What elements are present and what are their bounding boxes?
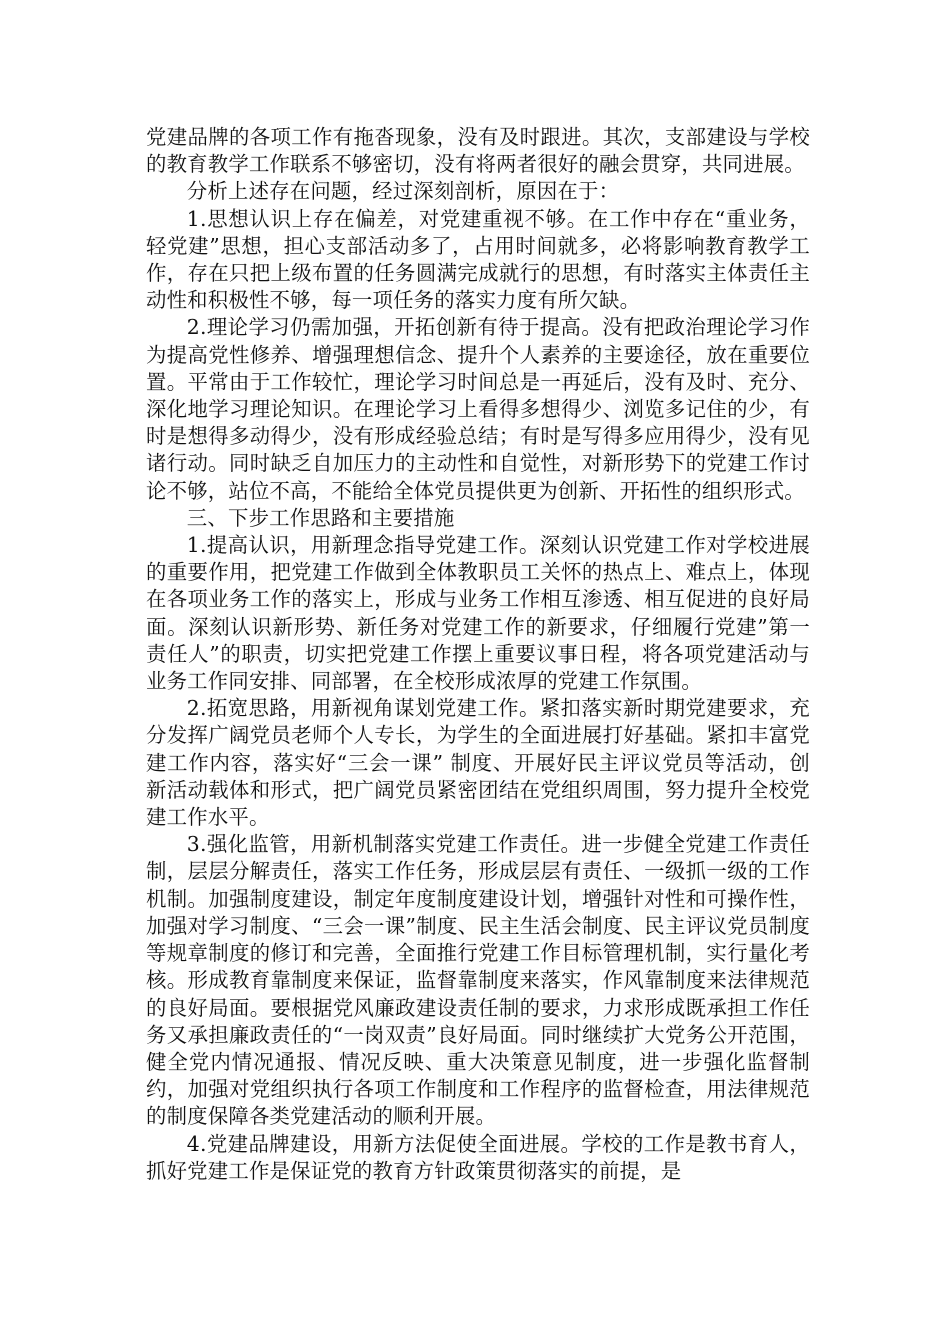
paragraph-measure-2: 2.拓宽思路，用新视角谋划党建工作。紧扣落实新时期党建要求，充分发挥广阔党员老师个人专长，为学生的全面进展打好基础。紧扣丰富党建工作内容，落实好“三会一课” 制度、开展好民主评议党员等活动，创新活动载体和形式，把广阔党员紧密团结在党组织周围，努力提升全校党建工作水平。 — [146, 696, 810, 830]
section-heading-next-steps: 三、下步工作思路和主要措施 — [186, 505, 455, 530]
paragraph-measure-4: 4.党建品牌建设，用新方法促使全面进展。学校的工作是教书育人，抓好党建工作是保证党的教育方针政策贯彻落实的前提，是 — [146, 1131, 810, 1183]
document-body — [146, 124, 810, 1185]
paragraph-cause-1: 1.思想认识上存在偏差，对党建重视不够。在工作中存在“重业务，轻党建”思想，担心支部活动多了，占用时间就多，必将影响教育教学工作，存在只把上级布置的任务圆满完成就行的思想，有时落实主体责任主动性和积极性不够，每一项任务的落实力度有所欠缺。 — [146, 206, 810, 313]
paragraph-cause-2: 2.理论学习仍需加强，开拓创新有待于提高。没有把政治理论学习作为提高党性修养、增强理想信念、提升个人素养的主要途径，放在重要位置。平常由于工作较忙，理论学习时间总是一再延后，没有及时、充分、深化地学习理论知识。在理论学习上看得多想得少、浏览多记住的少，有时是想得多动得少，没有形成经验总结；有时是写得多应用得少，没有见诸行动。同时缺乏自加压力的主动性和自觉性，对新形势下的党建工作讨论不够，站位不高，不能给全体党员提供更为创新、开拓性的组织形式。 — [146, 315, 810, 503]
paragraph-measure-3: 3.强化监管，用新机制落实党建工作责任。进一步健全党建工作责任制，层层分解责任，落实工作任务，形成层层有责任、一级抓一级的工作机制。加强制度建设，制定年度制度建设计划，增强针对性和可操作性，加强对学习制度、“三会一课”制度、民主生活会制度、民主评议党员制度等规章制度的修订和完善，全面推行党建工作目标管理机制，实行量化考核。形成教育靠制度来保证，监督靠制度来落实，作风靠制度来法律规范的良好局面。要根据党风廉政建设责任制的要求，力求形成既承担工作任务又承担廉政责任的“一岗双责”良好局面。同时继续扩大党务公开范围，健全党内情况通报、情况反映、重大决策意见制度，进一步强化监督制约，加强对党组织执行各项工作制度和工作程序的监督检查，用法律规范的制度保障各类党建活动的顺利开展。 — [146, 832, 810, 1129]
paragraph-analysis-intro: 分析上述存在问题，经过深刻剖析，原因在于： — [186, 179, 620, 204]
paragraph-continuation: 党建品牌的各项工作有拖沓现象，没有及时跟进。其次，支部建设与学校的教育教学工作联系不够密切，没有将两者很好的融会贯穿，共同进展。 — [146, 125, 810, 177]
paragraph-measure-1: 1.提高认识，用新理念指导党建工作。深刻认识党建工作对学校进展的重要作用，把党建工作做到全体教职员工关怀的热点上、难点上，体现在各项业务工作的落实上，形成与业务工作相互渗透、相互促进的良好局面。深刻认识新形势、新任务对党建工作的新要求，仔细履行党建”第一责任人”的职责，切实把党建工作摆上重要议事日程，将各项党建活动与业务工作同安排、同部署，在全校形成浓厚的党建工作氛围。 — [146, 533, 810, 694]
